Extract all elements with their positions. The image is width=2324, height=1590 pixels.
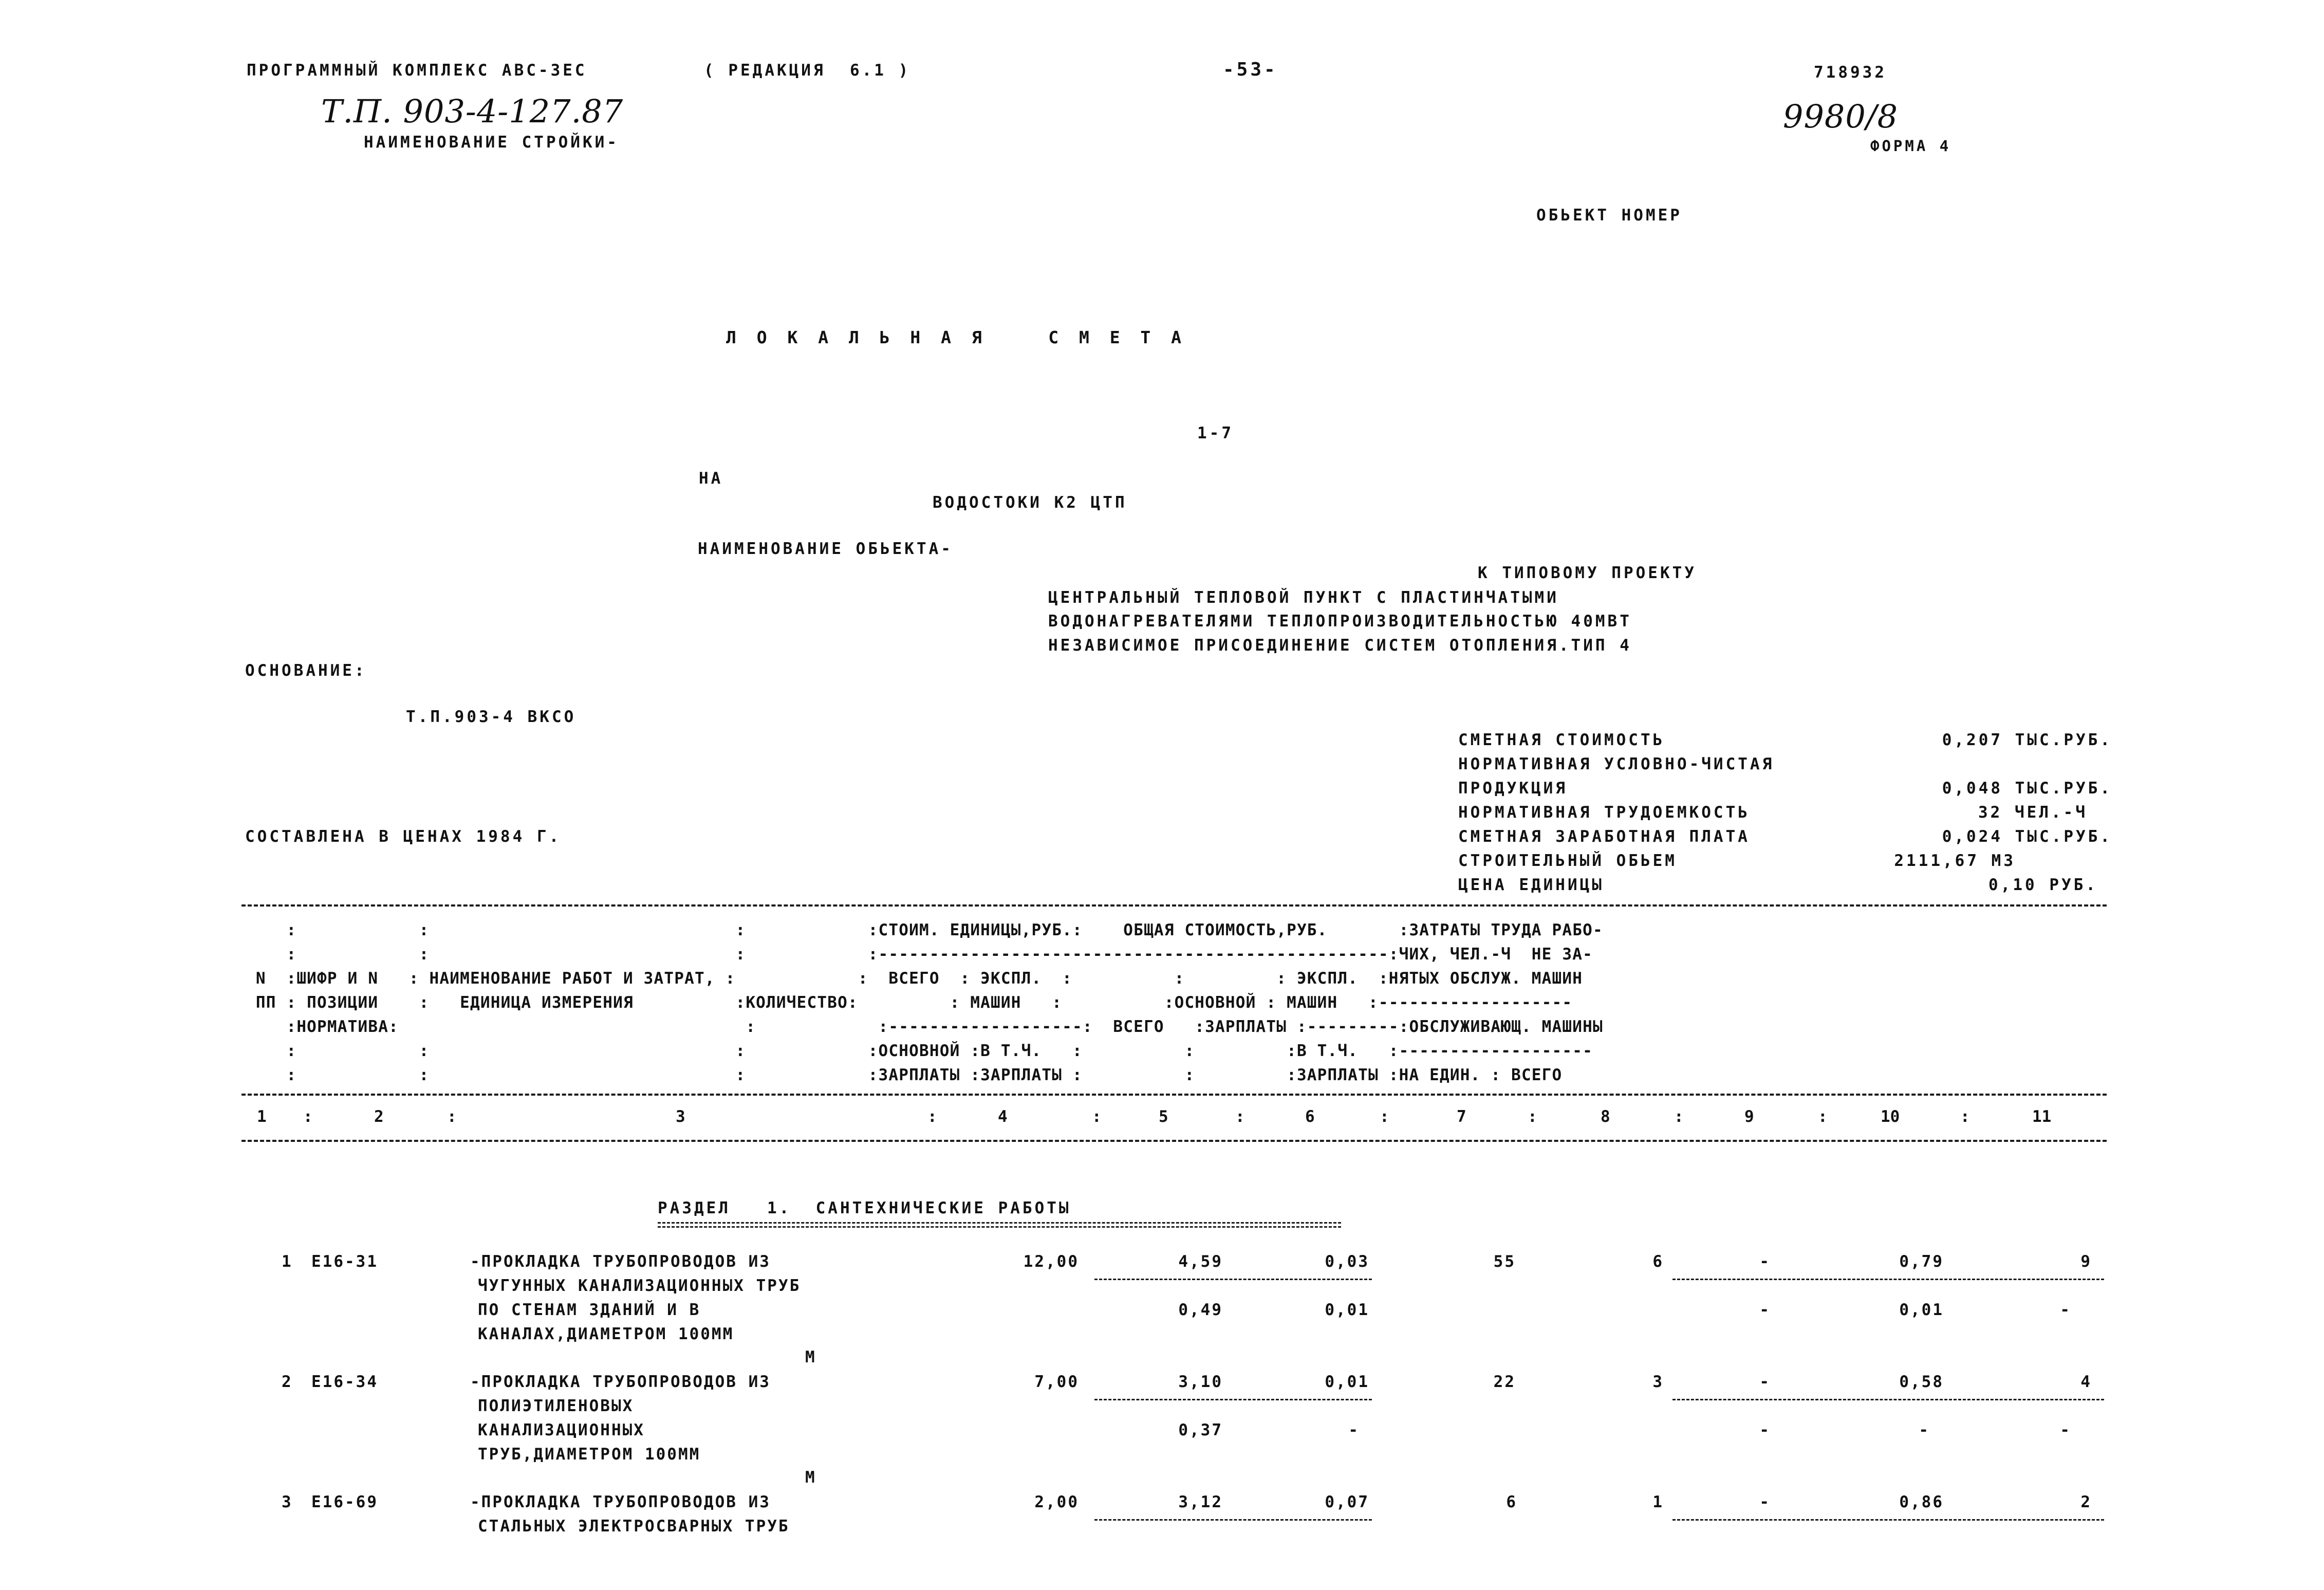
row-unit: М	[805, 1348, 815, 1366]
row-number: 2	[282, 1373, 291, 1391]
section-underline	[658, 1226, 1341, 1228]
header-line: N :ШИФР И N : НАИМЕНОВАНИЕ РАБОТ И ЗАТРАТ, : : ВСЕГО : ЭКСПЛ. : : : ЭКСПЛ. :НЯТЫХ ОБСЛУЖ. МАШИН	[246, 969, 1583, 988]
column-number: 10	[1881, 1107, 1900, 1126]
column-separator: :	[1674, 1107, 1684, 1126]
row-name-line: КАНАЛАХ,ДИАМЕТРОМ 100ММ	[478, 1325, 734, 1343]
column-number: 7	[1457, 1107, 1466, 1126]
program-name: ПРОГРАММНЫЙ КОМПЛЕКС АВС-3ЕС	[247, 61, 587, 80]
object-name-label: НАИМЕНОВАНИЕ ОБЬЕКТА-	[698, 540, 953, 558]
summary-value: 2111,67 М3	[1894, 852, 2016, 870]
row-subrule	[1094, 1399, 1372, 1400]
column-separator: :	[1380, 1107, 1389, 1126]
summary-label: ПРОДУКЦИЯ	[1458, 779, 1568, 798]
row-unit-wage: 0,37	[1178, 1421, 1223, 1439]
column-separator: :	[303, 1107, 313, 1126]
row-subrule	[1094, 1519, 1372, 1521]
row-machines: -	[1759, 1373, 1769, 1391]
column-separator: :	[447, 1107, 457, 1126]
row-quantity: 12,00	[1023, 1252, 1079, 1271]
summary-value: 0,048 ТЫС.РУБ.	[1942, 779, 2112, 798]
row-base-wage: 1	[1652, 1493, 1662, 1511]
column-number: 2	[374, 1107, 384, 1126]
row-code: Е16-69	[311, 1493, 378, 1511]
object-number-label: ОБЬЕКТ НОМЕР	[1536, 206, 1682, 225]
row-number: 1	[282, 1252, 291, 1271]
row-name-line: ТРУБ,ДИАМЕТРОМ 100ММ	[478, 1445, 701, 1464]
row-total: 6	[1506, 1493, 1516, 1511]
summary-label: НОРМАТИВНАЯ УСЛОВНО-ЧИСТАЯ	[1458, 755, 1775, 773]
column-separator: :	[927, 1107, 937, 1126]
row-base-wage: 6	[1652, 1252, 1662, 1271]
summary-value: 32 ЧЕЛ.-Ч	[1978, 803, 2088, 822]
estimate-title: Л О К А Л Ь Н А Я С М Е Т А	[726, 327, 1187, 347]
row-labor-unit: 0,86	[1899, 1493, 1944, 1511]
column-separator: :	[1528, 1107, 1537, 1126]
row-code: Е16-31	[311, 1252, 378, 1271]
row-machines: -	[1759, 1493, 1769, 1511]
column-number: 6	[1305, 1107, 1315, 1126]
summary-label: НОРМАТИВНАЯ ТРУДОЕМКОСТЬ	[1458, 803, 1750, 822]
table-top-rule	[241, 904, 2107, 907]
row-unit-machine-wage: 0,01	[1325, 1301, 1369, 1319]
row-name-line: ПОЛИЭТИЛЕНОВЫХ	[478, 1397, 634, 1415]
row-base-wage: 3	[1652, 1373, 1662, 1391]
row-total: 22	[1493, 1373, 1516, 1391]
column-number: 5	[1159, 1107, 1168, 1126]
form-label: ФОРМА 4	[1870, 137, 1951, 155]
row-machine-wage: -	[1759, 1301, 1769, 1319]
document-code: 718932	[1814, 63, 1887, 82]
row-subrule	[1672, 1279, 2104, 1280]
row-name-line: СТАЛЬНЫХ ЭЛЕКТРОСВАРНЫХ ТРУБ	[478, 1517, 790, 1536]
page-number: -53-	[1223, 59, 1278, 80]
row-name-line: -ПРОКЛАДКА ТРУБОПРОВОДОВ ИЗ	[470, 1493, 771, 1511]
row-subrule	[1094, 1279, 1372, 1280]
section-title: РАЗДЕЛ 1. САНТЕХНИЧЕСКИЕ РАБОТЫ	[658, 1199, 1071, 1217]
column-number: 11	[2032, 1107, 2052, 1126]
object-line-1: К ТИПОВОМУ ПРОЕКТУ	[1478, 564, 1697, 582]
row-name-line: -ПРОКЛАДКА ТРУБОПРОВОДОВ ИЗ	[470, 1252, 771, 1271]
row-total: 55	[1493, 1252, 1516, 1271]
row-subrule	[1672, 1399, 2104, 1400]
object-line-2: ЦЕНТРАЛЬНЫЙ ТЕПЛОВОЙ ПУНКТ С ПЛАСТИНЧАТЫМИ	[1048, 588, 1559, 607]
row-service-total: -	[2060, 1301, 2070, 1319]
row-name-line: ЧУГУННЫХ КАНАЛИЗАЦИОННЫХ ТРУБ	[478, 1277, 801, 1295]
row-quantity: 2,00	[1034, 1493, 1079, 1511]
column-separator: :	[1960, 1107, 1970, 1126]
row-quantity: 7,00	[1034, 1373, 1079, 1391]
on-label: НА	[699, 469, 723, 488]
header-line: :НОРМАТИВА: : :-------------------: ВСЕГО :ЗАРПЛАТЫ :---------:ОБСЛУЖИВАЮЩ. МАШИНЫ	[246, 1018, 1603, 1036]
row-machines: -	[1759, 1252, 1769, 1271]
row-number: 3	[282, 1493, 291, 1511]
object-line-3: ВОДОНАГРЕВАТЕЛЯМИ ТЕПЛОПРОИЗВОДИТЕЛЬНОСТЬЮ 40МВТ	[1048, 612, 1632, 631]
row-unit-machine-wage: -	[1348, 1421, 1358, 1439]
header-line: ПП : ПОЗИЦИИ : ЕДИНИЦА ИЗМЕРЕНИЯ :КОЛИЧЕСТВО: : МАШИН : :ОСНОВНОЙ : МАШИН :-------------------	[246, 993, 1573, 1012]
column-separator: :	[1818, 1107, 1828, 1126]
column-number: 9	[1744, 1107, 1754, 1126]
row-unit: М	[805, 1468, 815, 1487]
summary-label: СМЕТНАЯ СТОИМОСТЬ	[1458, 731, 1665, 749]
column-number: 4	[998, 1107, 1008, 1126]
row-subrule	[1672, 1519, 2104, 1521]
column-number: 3	[676, 1107, 685, 1126]
row-code: Е16-34	[311, 1373, 378, 1391]
row-unit-machines: 0,07	[1325, 1493, 1369, 1511]
row-unit-total: 4,59	[1178, 1252, 1223, 1271]
row-unit-wage: 0,49	[1178, 1301, 1223, 1319]
inventory-number: 9980/8	[1783, 98, 1899, 135]
header-line: : : : :--------------------------------------------------:ЧИХ, ЧЕЛ.-Ч НЕ ЗА-	[246, 945, 1593, 964]
header-line: : : : :ЗАРПЛАТЫ :ЗАРПЛАТЫ : : :ЗАРПЛАТЫ :НА ЕДИН. : ВСЕГО	[246, 1066, 1563, 1084]
row-labor-total: 4	[2080, 1373, 2090, 1391]
row-unit-total: 3,10	[1178, 1373, 1223, 1391]
summary-value: 0,207 ТЫС.РУБ.	[1942, 731, 2112, 749]
section-underline	[658, 1222, 1341, 1224]
column-numbers-top-rule	[241, 1094, 2107, 1096]
summary-value: 0,10 РУБ.	[1988, 876, 2098, 894]
row-labor-total: 2	[2080, 1493, 2090, 1511]
column-separator: :	[1092, 1107, 1102, 1126]
row-name-line: -ПРОКЛАДКА ТРУБОПРОВОДОВ ИЗ	[470, 1373, 771, 1391]
row-unit-total: 3,12	[1178, 1493, 1223, 1511]
row-machine-wage: -	[1759, 1421, 1769, 1439]
column-number: 1	[257, 1107, 267, 1126]
summary-label: СТРОИТЕЛЬНЫЙ ОБЬЕМ	[1458, 852, 1677, 870]
estimate-number: 1-7	[1197, 424, 1234, 442]
price-level: СОСТАВЛЕНА В ЦЕНАХ 1984 Г.	[245, 827, 562, 846]
row-service-total: -	[2060, 1421, 2070, 1439]
basis-value: Т.П.903-4 ВКСО	[406, 708, 577, 726]
row-labor-total: 9	[2080, 1252, 2090, 1271]
row-service-unit: 0,01	[1899, 1301, 1944, 1319]
row-service-unit: -	[1919, 1421, 1928, 1439]
row-labor-unit: 0,79	[1899, 1252, 1944, 1271]
header-line: : : : :СТОИМ. ЕДИНИЦЫ,РУБ.: ОБЩАЯ СТОИМОСТЬ,РУБ. :ЗАТРАТЫ ТРУДА РАБО-	[246, 921, 1603, 939]
column-separator: :	[1235, 1107, 1245, 1126]
summary-label: СМЕТНАЯ ЗАРАБОТНАЯ ПЛАТА	[1458, 827, 1750, 846]
summary-value: 0,024 ТЫС.РУБ.	[1942, 827, 2112, 846]
construction-name-label: НАИМЕНОВАНИЕ СТРОЙКИ-	[364, 133, 619, 152]
header-line: : : : :ОСНОВНОЙ :В Т.Ч. : : :В Т.Ч. :-------------------	[246, 1042, 1593, 1060]
program-edition: ( РЕДАКЦИЯ 6.1 )	[704, 61, 911, 80]
typical-project-number: Т.П. 903-4-127.87	[321, 93, 624, 130]
row-name-line: КАНАЛИЗАЦИОННЫХ	[478, 1421, 645, 1439]
estimate-subject: ВОДОСТОКИ К2 ЦТП	[933, 493, 1127, 512]
basis-label: ОСНОВАНИЕ:	[245, 661, 367, 680]
column-number: 8	[1601, 1107, 1610, 1126]
row-name-line: ПО СТЕНАМ ЗДАНИЙ И В	[478, 1301, 701, 1319]
row-labor-unit: 0,58	[1899, 1373, 1944, 1391]
object-line-4: НЕЗАВИСИМОЕ ПРИСОЕДИНЕНИЕ СИСТЕМ ОТОПЛЕНИЯ.ТИП 4	[1048, 636, 1632, 655]
column-numbers-bottom-rule	[241, 1140, 2107, 1142]
row-unit-machines: 0,01	[1325, 1373, 1369, 1391]
row-unit-machines: 0,03	[1325, 1252, 1369, 1271]
summary-label: ЦЕНА ЕДИНИЦЫ	[1458, 876, 1604, 894]
